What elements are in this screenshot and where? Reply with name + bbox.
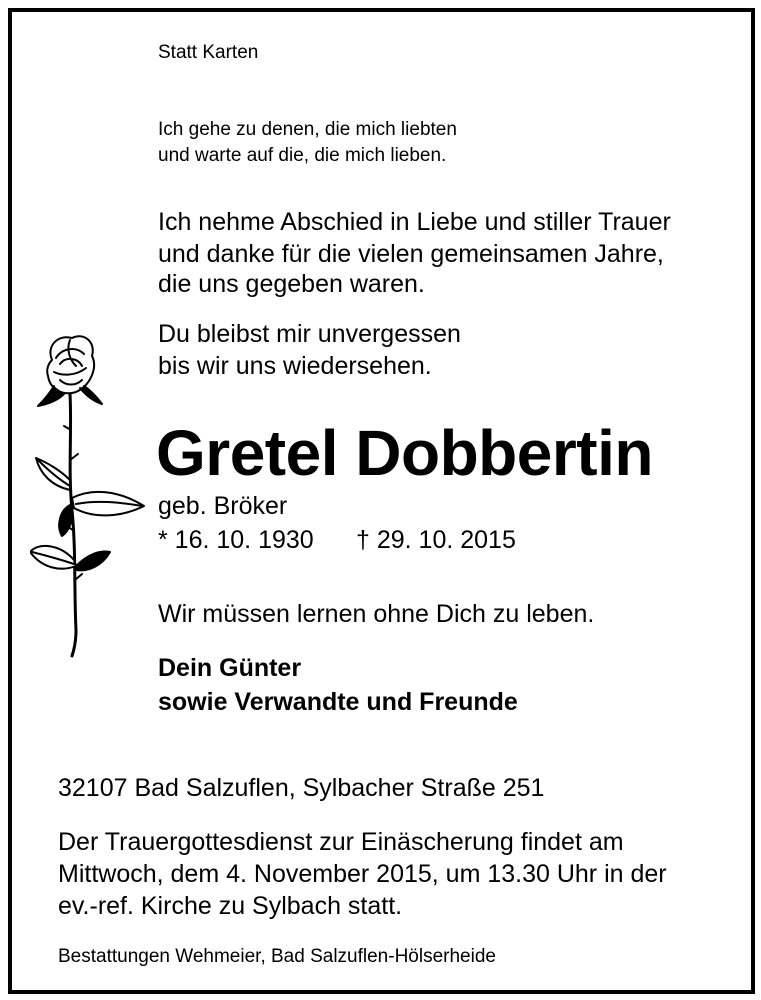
verse2-line2: und danke für die vielen gemeinsamen Jahre, [158,240,664,268]
header-label: Statt Karten [158,42,259,63]
deceased-name: Gretel Dobbertin [156,417,653,489]
mourner-line2: sowie Verwandte und Freunde [158,688,518,716]
verse1-line2: und warte auf die, die mich lieben. [158,145,447,166]
service-line3: ev.-ref. Kirche zu Sylbach statt. [58,892,403,920]
verse3-line2: bis wir uns wiedersehen. [158,352,432,380]
birth-name: geb. Bröker [158,492,288,520]
rose-icon [30,330,148,660]
undertaker: Bestattungen Wehmeier, Bad Salzuflen-Hölserheide [58,946,496,967]
verse2-line3: die uns gegeben waren. [158,270,425,298]
verse1-line1: Ich gehe zu denen, die mich liebten [158,119,457,140]
service-line2: Mittwoch, dem 4. November 2015, um 13.30 Uhr in der [58,860,667,888]
death-date: † 29. 10. 2015 [356,526,516,554]
birth-date: * 16. 10. 1930 [158,526,314,554]
verse3-line1: Du bleibst mir unvergessen [158,320,461,348]
address: 32107 Bad Salzuflen, Sylbacher Straße 251 [58,774,545,802]
verse2-line1: Ich nehme Abschied in Liebe und stiller Trauer [158,208,671,236]
service-line1: Der Trauergottesdienst zur Einäscherung findet am [58,828,624,856]
farewell-line: Wir müssen lernen ohne Dich zu leben. [158,600,595,628]
mourner-line1: Dein Günter [158,654,302,682]
